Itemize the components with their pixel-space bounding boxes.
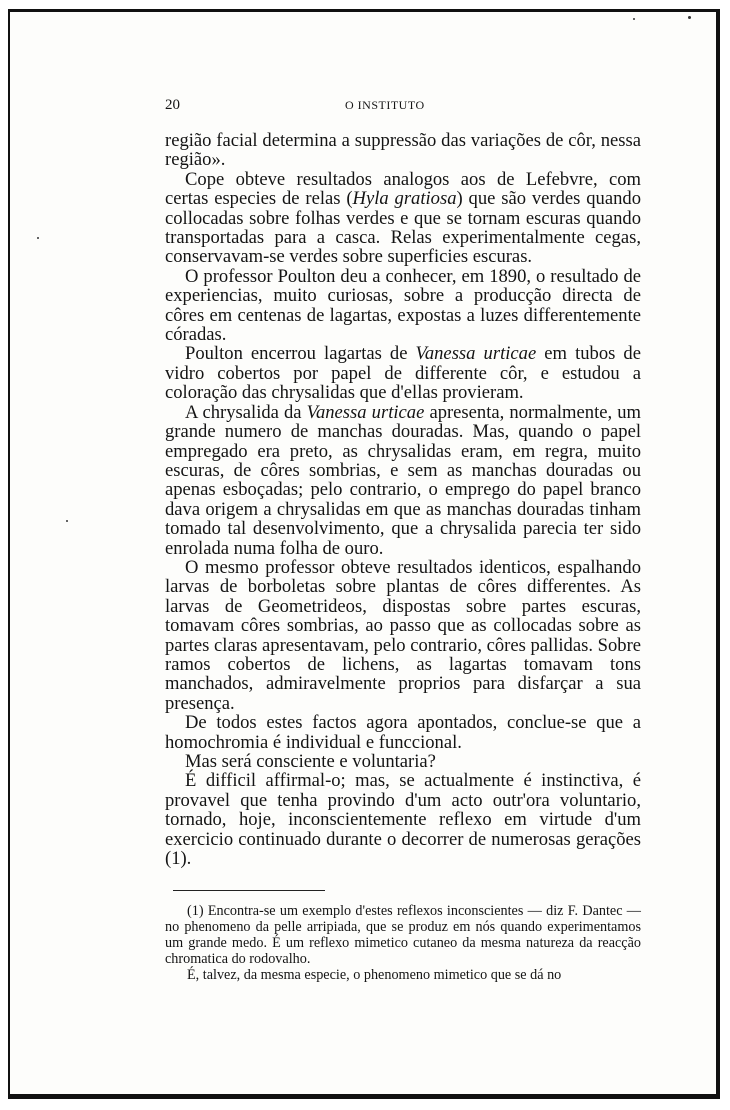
footnote-2: É, talvez, da mesma especie, o phenomeno mimetico que se dá no <box>187 966 562 983</box>
species-name: Vanessa urticae <box>306 401 425 423</box>
scan-speck <box>37 237 39 239</box>
paragraph-2: Cope obteve resultados analogos aos de Lefebvre, com certas especies de relas (Hyla gratiosa) que são verdes quando collocadas sobre folhas verdes e que se tornam escuras quando transportadas para a casca. Relas experimentalmente cegas, conservavam-se verdes sobre superficies escuras. <box>165 168 641 268</box>
paragraph-4: Poulton encerrou lagartas de Vanessa urticae em tubos de vidro cobertos por papel de differente côr, e estudou a coloração das chrysalidas que d'ellas provieram. <box>165 343 641 404</box>
body-text <box>165 131 641 868</box>
paragraph-9: É difficil affirmal-o; mas, se actualmente é instinctiva, é provavel que tenha provindo d'um acto outr'ora voluntario, tornado, hoje, inconscientemente reflexo em virtude d'um exercicio continuado durante o decorrer de numerosas gerações (1). <box>165 770 641 870</box>
page-number: 20 <box>165 97 180 113</box>
species-name: Hyla gratiosa <box>352 188 457 210</box>
paragraph-3: O professor Poulton deu a conhecer, em 1890, o resultado de experiencias, muito curiosas, sobre a producção directa de côres em centenas de lagartas, expostas a luzes differentemente córadas. <box>165 265 641 346</box>
footnotes <box>165 904 641 983</box>
scan-speck <box>688 16 691 19</box>
paragraph-5: A chrysalida da Vanessa urticae apresenta, normalmente, um grande numero de manchas douradas. Mas, quando o papel empregado era preto, as chrysalidas eram, em regra, muito escuras, de côres sombrias, e sem as manchas douradas ou apenas esboçadas; pelo contrario, o emprego do papel branco dava origem a chrysalidas em que as manchas douradas tinham tomado tal desenvolvimento, que a chrysalida parecia ter sido enrolada numa folha de ouro. <box>165 401 641 559</box>
scan-speck <box>633 18 635 20</box>
footnote-rule <box>173 890 325 891</box>
paragraph-7: De todos estes factos agora apontados, conclue-se que a homochromia é individual e funccional. <box>165 712 641 753</box>
scan-speck <box>66 520 68 522</box>
paragraph-6: O mesmo professor obteve resultados identicos, espalhando larvas de borboletas sobre plantas de côres differentes. As larvas de Geometrideos, dispostas sobre partes escuras, tomavam côres sombrias, ao passo que as collocadas sobre as partes claras apresentavam, pelo contrario, côres pallidas. Sobre ramos cobertos de lichens, as lagartas tomavam tons manchados, admiravelmente proprios para disfarçar a sua presença. <box>165 556 642 714</box>
book-page <box>165 97 641 983</box>
species-name: Vanessa urticae <box>415 343 537 365</box>
paragraph-8: Mas será consciente e voluntaria? <box>185 751 436 772</box>
running-title: O INSTITUTO <box>345 98 425 112</box>
footnote-1: (1) Encontra-se um exemplo d'estes reflexos inconscientes — diz F. Dantec — no phenomeno da pelle arripiada, que se produz em nós quando experimentamos um grande medo. É um reflexo mimetico cutaneo da mesma natureza da reacção chromatica do rodovalho. <box>165 903 641 967</box>
running-head <box>165 97 641 119</box>
paragraph-1: região facial determina a suppressão das variações de côr, nessa região». <box>165 130 641 171</box>
